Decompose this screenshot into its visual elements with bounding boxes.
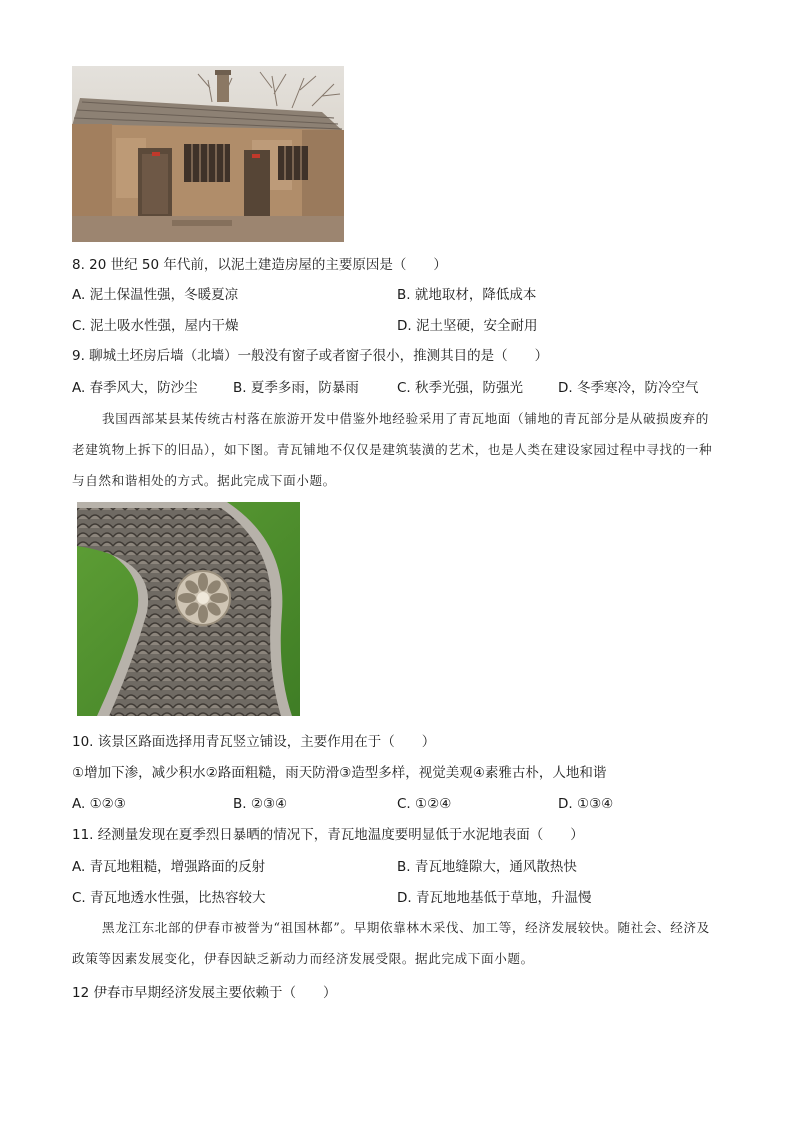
passage-yichun [72, 912, 722, 974]
mud-house-photo [72, 66, 344, 242]
question-10-statements: ①增加下渗，减少积水②路面粗糙，雨天防滑③造型多样，视觉美观④素雅古朴，人地和谐 [72, 765, 607, 781]
question-12-stem: 12 伊春市早期经济发展主要依赖于（ ） [72, 985, 337, 1001]
question-11-option-b[interactable]: B. 青瓦地缝隙大，通风散热快 [397, 859, 577, 875]
passage-blue-tile [72, 403, 722, 496]
question-11-option-d[interactable]: D. 青瓦地地基低于草地，升温慢 [397, 890, 592, 906]
question-8-stem: 8. 20 世纪 50 年代前，以泥土建造房屋的主要原因是（ ） [72, 257, 447, 273]
question-10-option-b[interactable]: B. ②③④ [233, 796, 288, 812]
question-8-option-c[interactable]: C. 泥土吸水性强，屋内干燥 [72, 318, 239, 334]
passage-yichun-text: 黑龙江东北部的伊春市被誉为“祖国林都”。早期依靠林木采伐、加工等，经济发展较快。随社会、经济及政策等因素发展变化，伊春因缺乏新动力而经济发展受限。据此完成下面小题。 [72, 920, 710, 966]
question-10-stem: 10. 该景区路面选择用青瓦竖立铺设，主要作用在于（ ） [72, 734, 436, 750]
question-11-stem: 11. 经测量发现在夏季烈日暴晒的情况下，青瓦地温度要明显低于水泥地表面（ ） [72, 827, 584, 843]
question-11-option-c[interactable]: C. 青瓦地透水性强，比热容较大 [72, 890, 266, 906]
question-9-option-a[interactable]: A. 春季风大，防沙尘 [72, 380, 198, 396]
question-9-option-c[interactable]: C. 秋季光强，防强光 [397, 380, 524, 396]
question-9-option-b[interactable]: B. 夏季多雨，防暴雨 [233, 380, 359, 396]
question-10-option-c[interactable]: C. ①②④ [397, 796, 452, 812]
tile-path-photo [77, 502, 300, 716]
question-8-option-b[interactable]: B. 就地取材，降低成本 [397, 287, 537, 303]
question-10-option-d[interactable]: D. ①③④ [558, 796, 614, 812]
question-9-stem: 9. 聊城土坯房后墙（北墙）一般没有窗子或者窗子很小，推测其目的是（ ） [72, 348, 549, 364]
question-9-option-d[interactable]: D. 冬季寒冷，防冷空气 [558, 380, 699, 396]
question-8-option-a[interactable]: A. 泥土保温性强，冬暖夏凉 [72, 287, 239, 303]
passage-blue-tile-text: 我国西部某县某传统古村落在旅游开发中借鉴外地经验采用了青瓦地面（铺地的青瓦部分是从破损废弃的老建筑物上拆下的旧品），如下图。青瓦铺地不仅仅是建筑装潢的艺术，也是人类在建设家园过程中寻找的一种与自然和谐相处的方式。据此完成下面小题。 [72, 411, 713, 488]
question-11-option-a[interactable]: A. 青瓦地粗糙，增强路面的反射 [72, 859, 266, 875]
question-8-option-d[interactable]: D. 泥土坚硬，安全耐用 [397, 318, 538, 334]
question-10-option-a[interactable]: A. ①②③ [72, 796, 126, 812]
